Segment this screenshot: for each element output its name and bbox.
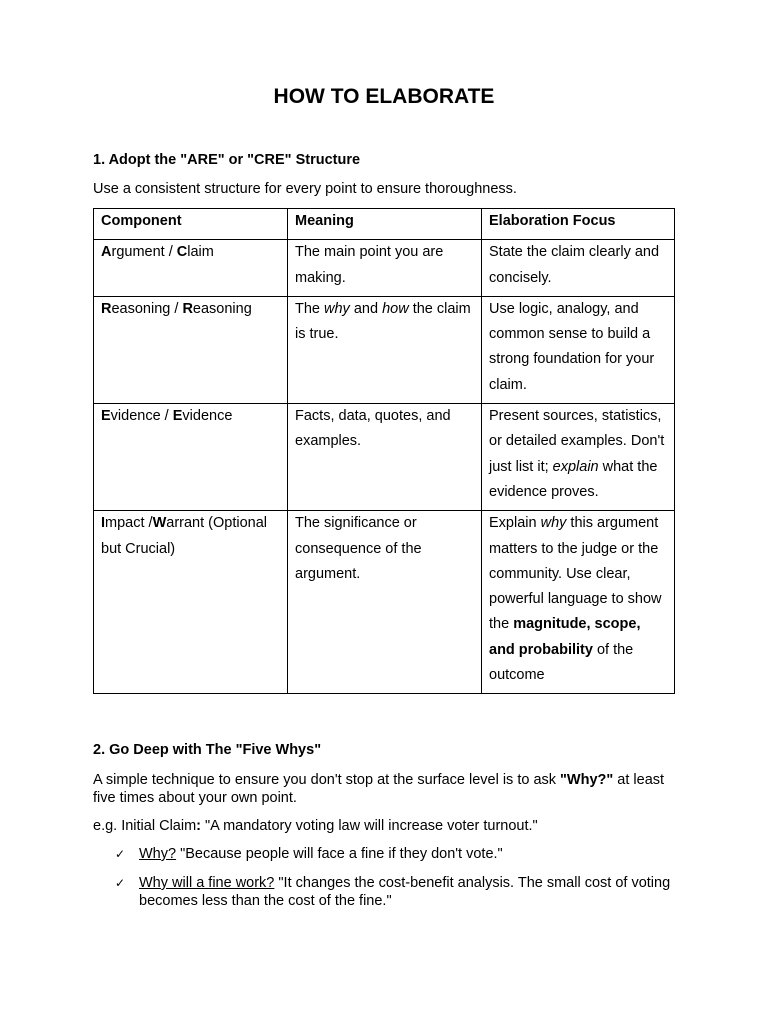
focus-cell: Present sources, statistics, or detailed examples. Don't just list it; explain what the evidence proves. bbox=[482, 404, 675, 511]
column-header-elaboration-focus: Elaboration Focus bbox=[482, 209, 675, 240]
five-whys-item bbox=[115, 845, 675, 863]
column-header-meaning: Meaning bbox=[288, 209, 482, 240]
why-question: Why will a fine work? bbox=[139, 875, 275, 891]
meaning-cell: The why and how the claim is true. bbox=[288, 296, 482, 403]
section-1-heading: 1. Adopt the "ARE" or "CRE" Structure bbox=[93, 152, 361, 168]
table-row bbox=[94, 240, 675, 297]
why-question: Why? bbox=[139, 846, 177, 862]
section-2-heading: 2. Go Deep with The "Five Whys" bbox=[93, 742, 322, 758]
why-answer: "Because people will face a fine if they don't vote." bbox=[176, 846, 503, 862]
initial-claim-example: e.g. Initial Claim: "A mandatory voting law will increase voter turnout." bbox=[93, 818, 538, 834]
column-header-component: Component bbox=[94, 209, 288, 240]
meaning-cell: The significance or consequence of the argument. bbox=[288, 511, 482, 694]
why-answer: "It changes the cost-benefit analysis. The small cost of voting becomes less than the cost of the fine." bbox=[139, 875, 671, 909]
focus-cell: Explain why this argument matters to the judge or the community. Use clear, powerful language to show the magnitude, scope, and probability of the outcome bbox=[482, 511, 675, 694]
table-row bbox=[94, 511, 675, 694]
five-whys-item bbox=[115, 874, 675, 910]
component-cell: Impact /Warrant (Optional but Crucial) bbox=[94, 511, 288, 694]
meaning-cell: Facts, data, quotes, and examples. bbox=[288, 404, 482, 511]
checkmark-icon: ✓ bbox=[115, 876, 126, 890]
component-cell: Reasoning / Reasoning bbox=[94, 296, 288, 403]
are-structure-table bbox=[93, 208, 675, 694]
component-cell: Evidence / Evidence bbox=[94, 404, 288, 511]
table-row bbox=[94, 404, 675, 511]
section-2-intro: A simple technique to ensure you don't stop at the surface level is to ask "Why?" at least five times about your own point. bbox=[93, 772, 665, 806]
focus-cell: Use logic, analogy, and common sense to build a strong foundation for your claim. bbox=[482, 296, 675, 403]
meaning-cell: The main point you are making. bbox=[288, 240, 482, 297]
page-title: HOW TO ELABORATE bbox=[273, 85, 495, 108]
component-cell: Argument / Claim bbox=[94, 240, 288, 297]
focus-cell: State the claim clearly and concisely. bbox=[482, 240, 675, 297]
checkmark-icon: ✓ bbox=[115, 847, 126, 861]
section-1-intro: Use a consistent structure for every point to ensure thoroughness. bbox=[93, 181, 517, 197]
table-row bbox=[94, 296, 675, 403]
table-header-row bbox=[94, 209, 675, 240]
